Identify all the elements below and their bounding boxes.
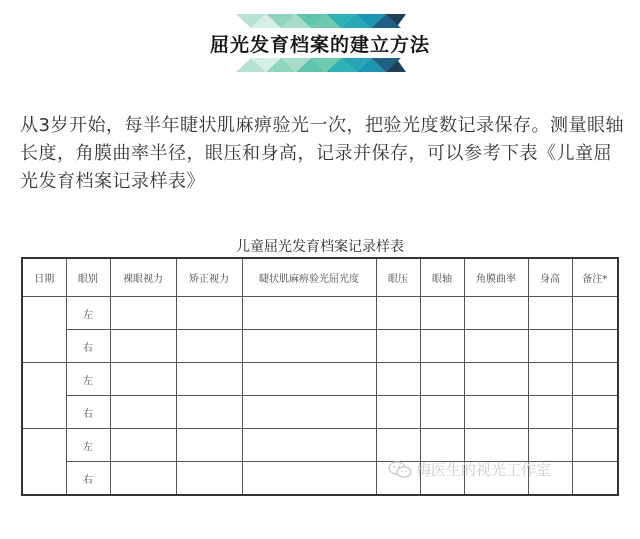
data-cell [376,429,420,462]
banner-title: 屈光发育档案的建立方法 [209,34,430,56]
eye-cell-left: 左 [66,429,110,462]
data-cell [464,330,528,363]
data-cell [528,363,572,396]
data-cell [420,330,464,363]
header-corrected-va: 矫正视力 [176,258,242,297]
data-cell [420,363,464,396]
data-cell [176,363,242,396]
header-cyclo-refraction: 睫状肌麻痹验光屈光度 [242,258,376,297]
watermark [388,459,551,480]
data-cell [242,429,376,462]
data-cell [376,297,420,330]
data-cell [176,330,242,363]
eye-cell-right: 右 [66,462,110,496]
data-cell [176,297,242,330]
eye-cell-right: 右 [66,396,110,429]
header-eye: 眼别 [66,258,110,297]
data-cell [110,330,176,363]
header-naked-va: 裸眼视力 [110,258,176,297]
data-cell [528,297,572,330]
data-cell [572,297,618,330]
table-row [22,429,618,462]
header-axial-length: 眼轴 [420,258,464,297]
date-cell [22,363,66,429]
data-cell [110,462,176,496]
title-banner [0,0,640,80]
wechat-icon [388,461,412,479]
data-cell [110,297,176,330]
table-header-row [22,258,618,297]
eye-cell-left: 左 [66,297,110,330]
data-cell [176,429,242,462]
data-cell [110,429,176,462]
data-cell [376,363,420,396]
banner-bottom-decoration [0,58,640,72]
table-row [22,396,618,429]
header-date: 日期 [22,258,66,297]
intro-paragraph: 从3岁开始，每半年睫状肌麻痹验光一次，把验光度数记录保存。测量眼轴长度，角膜曲率半径，眼压和身高，记录并保存，可以参考下表《儿童屈光发育档案记录样表》 [20,115,624,192]
table-row [22,330,618,363]
data-cell [420,396,464,429]
header-notes: 备注* [572,258,618,297]
data-cell [420,429,464,462]
data-cell [376,396,420,429]
data-cell [572,462,618,496]
header-corneal-curvature: 角膜曲率 [464,258,528,297]
data-cell [572,363,618,396]
table-row [22,363,618,396]
data-cell [464,297,528,330]
banner-top-decoration [0,14,640,28]
watermark-text: 梅医生的视光工作室 [416,461,552,479]
data-cell [464,363,528,396]
header-iop: 眼压 [376,258,420,297]
data-cell [572,396,618,429]
data-cell [176,396,242,429]
data-cell [242,297,376,330]
eye-cell-left: 左 [66,363,110,396]
data-cell [528,396,572,429]
data-cell [110,363,176,396]
data-cell [176,462,242,496]
header-height: 身高 [528,258,572,297]
date-cell [22,429,66,496]
date-cell [22,297,66,363]
data-cell [572,429,618,462]
data-cell [242,396,376,429]
data-cell [572,330,618,363]
table-row [22,297,618,330]
eye-cell-right: 右 [66,330,110,363]
data-cell [528,330,572,363]
table-title: 儿童屈光发育档案记录样表 [236,239,404,255]
data-cell [242,363,376,396]
data-cell [242,462,376,496]
data-cell [376,330,420,363]
data-cell [420,297,464,330]
data-cell [110,396,176,429]
data-cell [464,396,528,429]
data-cell [464,429,528,462]
data-cell [242,330,376,363]
data-cell [528,429,572,462]
